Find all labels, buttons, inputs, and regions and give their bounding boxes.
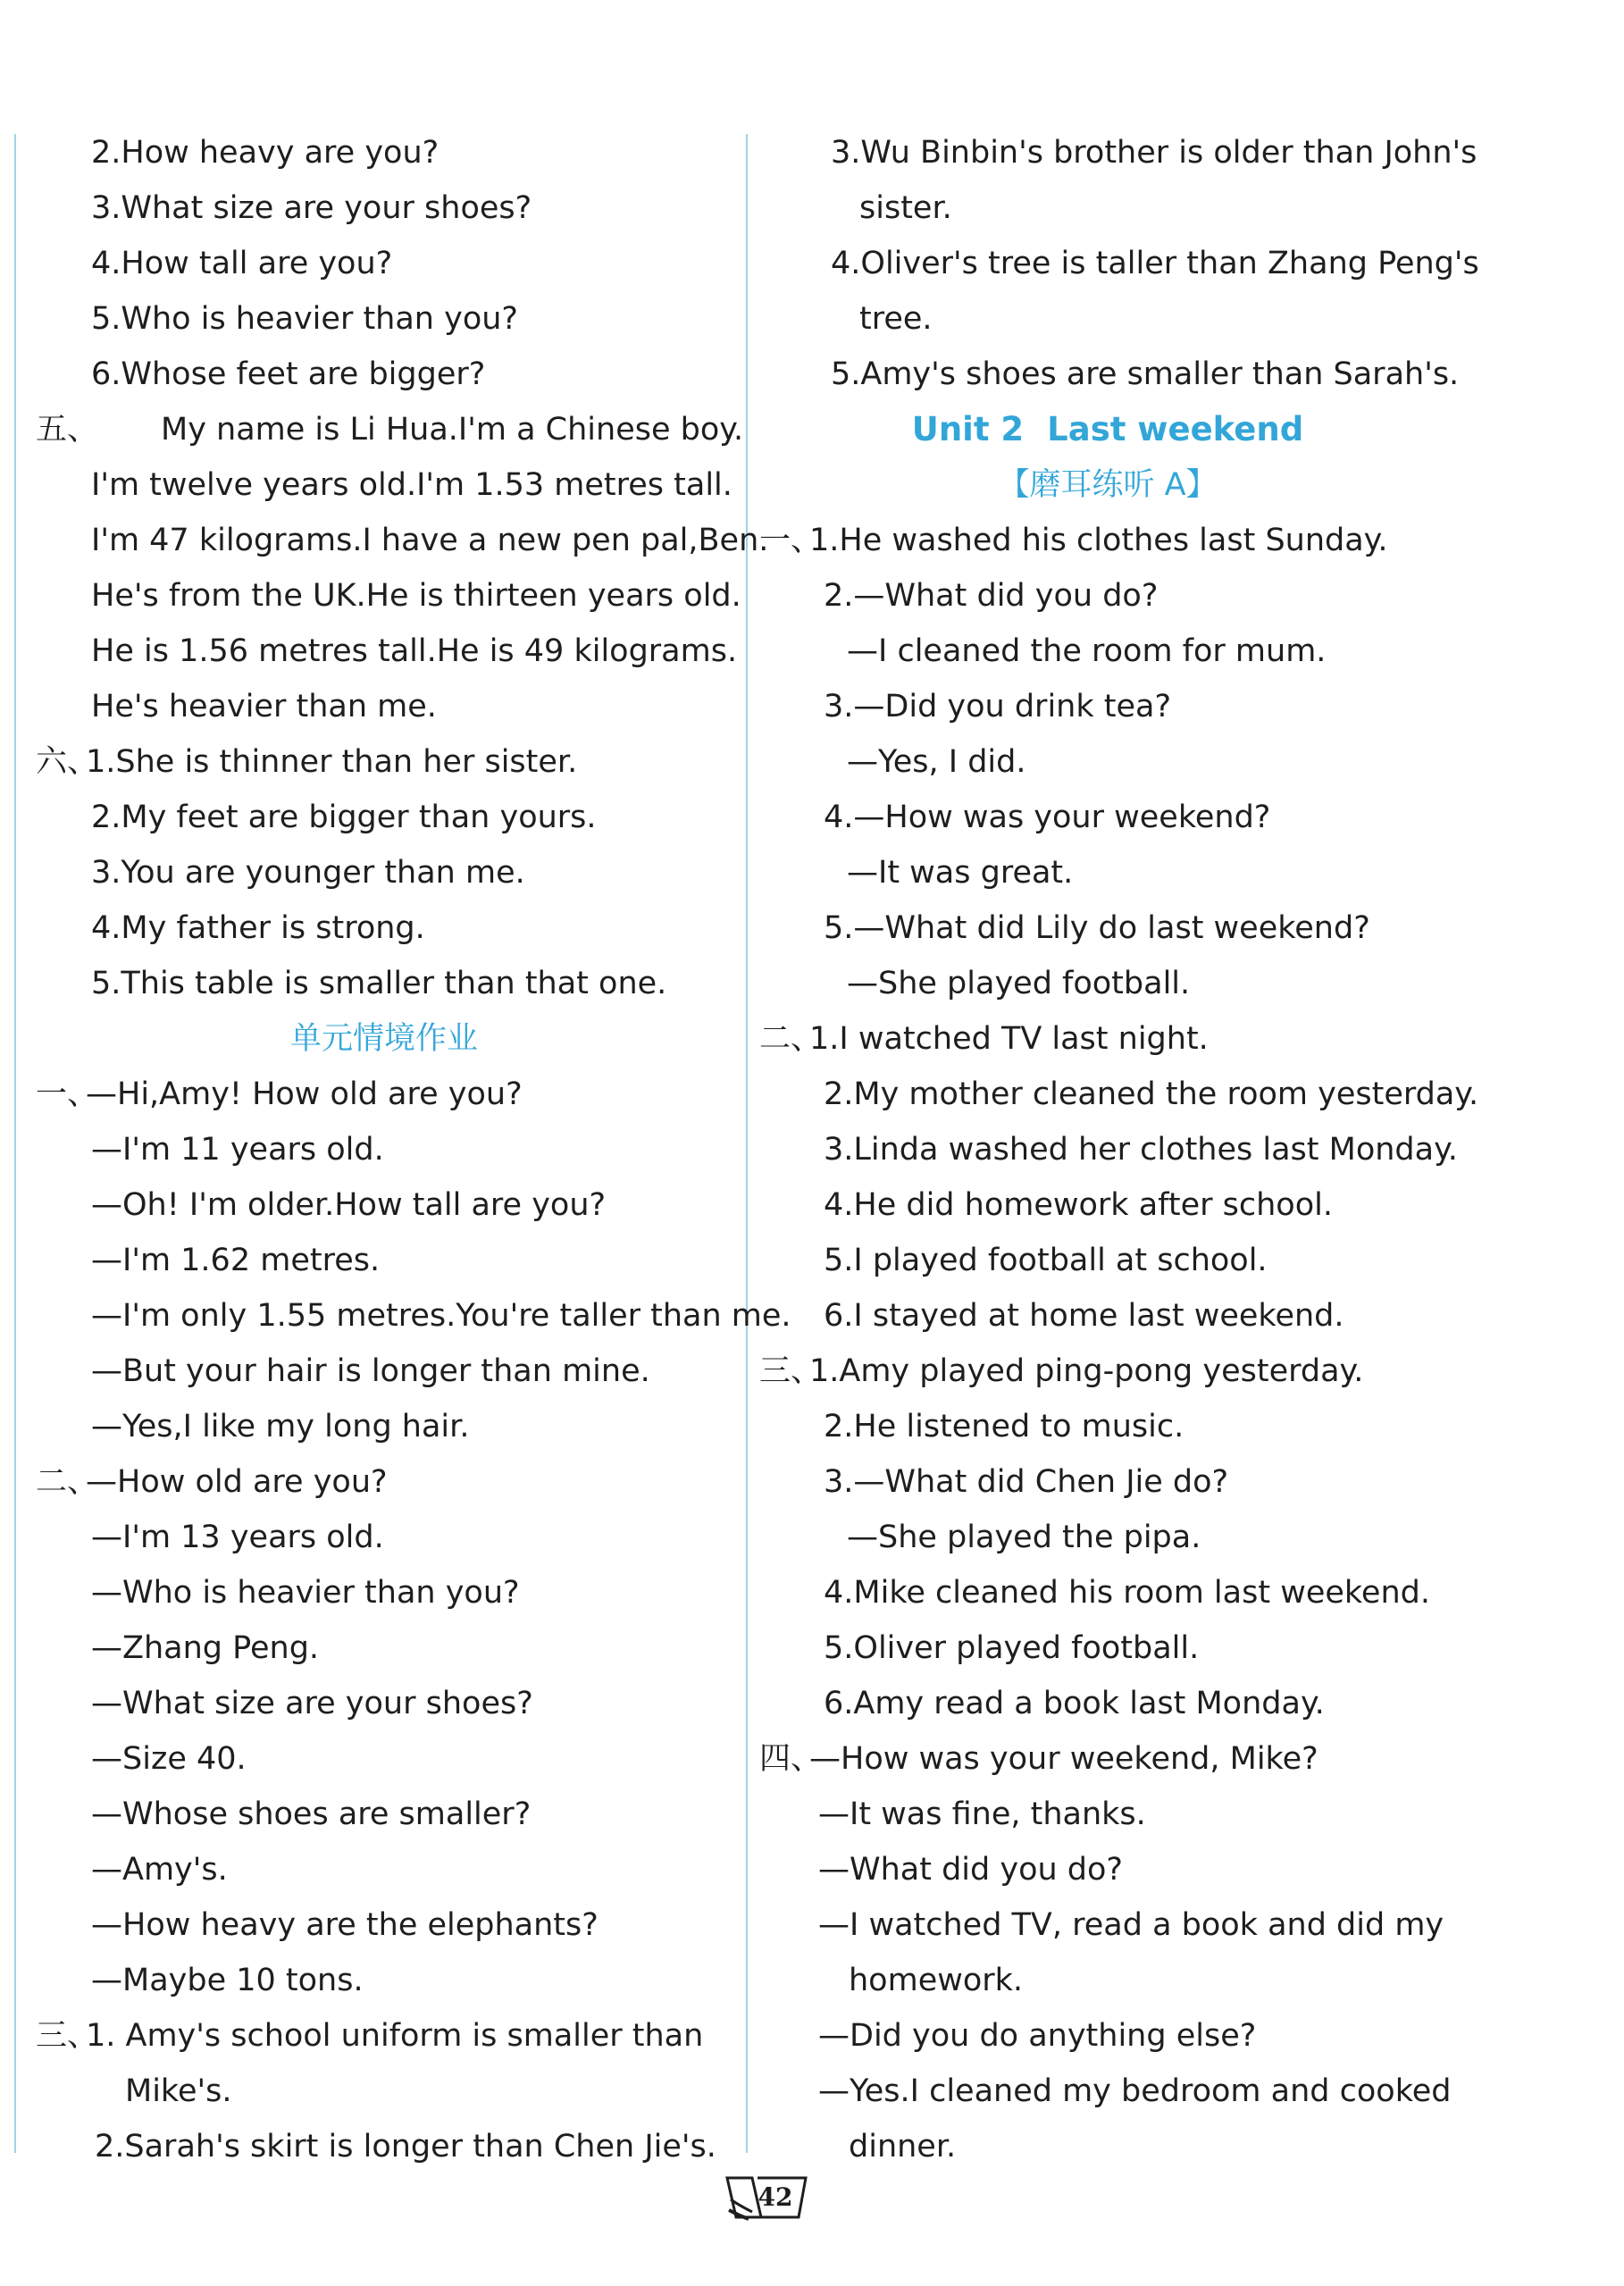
section-line: 六、 1.She is thinner than her sister. <box>36 734 732 790</box>
answer-line: —I watched TV, read a book and did my <box>818 1907 1444 1943</box>
answer-line: 4.Oliver's tree is taller than Zhang Peng's <box>831 246 1479 281</box>
answer-line: He's from the UK.He is thirteen years old. <box>91 578 741 614</box>
answer-line: —I'm 13 years old. <box>91 1520 384 1555</box>
answer-line: I'm twelve years old.I'm 1.53 metres tall. <box>91 467 732 503</box>
answer-line: —She played football. <box>847 966 1191 1001</box>
answer-line: homework. <box>849 1963 1024 1998</box>
section-line: 二、 —How old are you? <box>36 1454 732 1510</box>
section-marker: 二、 <box>36 1464 99 1500</box>
answer-line: 4.He did homework after school. <box>824 1187 1333 1223</box>
answer-line: tree. <box>859 301 933 337</box>
answer-line: I'm 47 kilograms.I have a new pen pal,Ben. <box>91 523 769 558</box>
answer-line: dinner. <box>849 2129 957 2165</box>
section-line: 一、 —Hi,Amy! How old are you? <box>36 1067 732 1122</box>
answer-line: —Whose shoes are smaller? <box>91 1796 532 1832</box>
answer-line: He is 1.56 metres tall.He is 49 kilograms. <box>91 633 738 669</box>
section-marker: 三、 <box>759 1353 823 1389</box>
answer-line: 2.He listened to music. <box>824 1409 1185 1444</box>
answer-line: —Did you do anything else? <box>818 2018 1257 2054</box>
answer-line: 5.Amy's shoes are smaller than Sarah's. <box>831 356 1460 392</box>
page-footer <box>722 2173 811 2223</box>
answer-line: 5.Oliver played football. <box>824 1630 1200 1666</box>
answer-line: —Size 40. <box>91 1741 247 1777</box>
answer-line: —What size are your shoes? <box>91 1686 533 1721</box>
answer-line: He's heavier than me. <box>91 689 437 724</box>
section-marker: 一、 <box>759 523 823 558</box>
answer-line: 3.You are younger than me. <box>91 855 525 891</box>
section-line: 三、 1. Amy's school uniform is smaller than <box>36 2008 732 2064</box>
right-column <box>759 125 1479 2174</box>
section-marker: 一、 <box>36 1076 99 1112</box>
answer-line: 3.—What did Chen Jie do? <box>824 1464 1229 1500</box>
answer-line: —I'm 11 years old. <box>91 1132 384 1168</box>
answer-line: 2.How heavy are you? <box>91 135 439 171</box>
answer-line: —She played the pipa. <box>847 1520 1201 1555</box>
answer-line: 4.How tall are you? <box>91 246 393 281</box>
answer-line: —Who is heavier than you? <box>91 1575 520 1611</box>
section-marker: 六、 <box>36 744 99 780</box>
section-heading: 【磨耳练听 A】 <box>998 467 1218 503</box>
column-divider <box>746 134 748 2153</box>
left-margin-rule <box>14 134 16 2153</box>
answer-line: —Maybe 10 tons. <box>91 1963 364 1998</box>
answer-line: —Yes, I did. <box>847 744 1026 780</box>
answer-line: —I'm 1.62 metres. <box>91 1243 381 1278</box>
section-line: 一、 1.He washed his clothes last Sunday. <box>759 513 1456 568</box>
answer-line: —How heavy are the elephants? <box>91 1907 599 1943</box>
section-marker: 五、 <box>36 412 99 448</box>
answer-line: —Zhang Peng. <box>91 1630 320 1666</box>
section-line: 四、 —How was your weekend, Mike? <box>759 1731 1456 1787</box>
left-column <box>36 125 791 2174</box>
answer-line: 5.This table is smaller than that one. <box>91 966 667 1001</box>
answer-line: 4.My father is strong. <box>91 910 425 946</box>
answer-line: 3.What size are your shoes? <box>91 190 532 226</box>
section-marker: 三、 <box>36 2018 99 2054</box>
answer-line: —It was great. <box>847 855 1074 891</box>
answer-line: —Amy's. <box>91 1852 228 1888</box>
section-line: 五、 My name is Li Hua.I'm a Chinese boy. <box>36 402 732 457</box>
unit-label: Unit 2 <box>911 410 1025 448</box>
unit-title <box>759 402 1456 457</box>
answer-line: 2.Sarah's skirt is longer than Chen Jie's. <box>95 2129 716 2165</box>
answer-line: 3.—Did you drink tea? <box>824 689 1172 724</box>
answer-line: sister. <box>859 190 952 226</box>
section-marker: 四、 <box>759 1741 823 1777</box>
answer-line: 4.—How was your weekend? <box>824 800 1271 835</box>
unit-name: Last weekend <box>1047 410 1304 448</box>
answer-line: —I'm only 1.55 metres.You're taller than me. <box>91 1298 791 1334</box>
answer-line: 6.Whose feet are bigger? <box>91 356 486 392</box>
answer-line: 5.I played football at school. <box>824 1243 1268 1278</box>
answer-line: —I cleaned the room for mum. <box>847 633 1327 669</box>
section-heading: 单元情境作业 <box>289 1021 478 1057</box>
answer-line: 2.My feet are bigger than yours. <box>91 800 597 835</box>
answer-line: 5.—What did Lily do last weekend? <box>824 910 1370 946</box>
answer-line: 6.Amy read a book last Monday. <box>824 1686 1325 1721</box>
answer-line: —But your hair is longer than mine. <box>91 1353 650 1389</box>
answer-line: 2.—What did you do? <box>824 578 1159 614</box>
answer-line: 4.Mike cleaned his room last weekend. <box>824 1575 1430 1611</box>
answer-line: —Yes.I cleaned my bedroom and cooked <box>818 2073 1452 2109</box>
answer-line: 6.I stayed at home last weekend. <box>824 1298 1344 1334</box>
answer-line: —Oh! I'm older.How tall are you? <box>91 1187 607 1223</box>
answer-line: —What did you do? <box>818 1852 1124 1888</box>
answer-line: —Yes,I like my long hair. <box>91 1409 470 1444</box>
answer-line: Mike's. <box>125 2073 232 2109</box>
answer-line: 3.Wu Binbin's brother is older than John's <box>831 135 1478 171</box>
answer-line: —It was fine, thanks. <box>818 1796 1146 1832</box>
answer-line: 2.My mother cleaned the room yesterday. <box>824 1076 1479 1112</box>
section-line: 二、 1.I watched TV last night. <box>759 1011 1456 1067</box>
section-marker: 二、 <box>759 1021 823 1057</box>
answer-line: 3.Linda washed her clothes last Monday. <box>824 1132 1458 1168</box>
answer-line: 5.Who is heavier than you? <box>91 301 519 337</box>
section-line: 三、 1.Amy played ping-pong yesterday. <box>759 1344 1456 1399</box>
page-number: 42 <box>758 2182 793 2212</box>
